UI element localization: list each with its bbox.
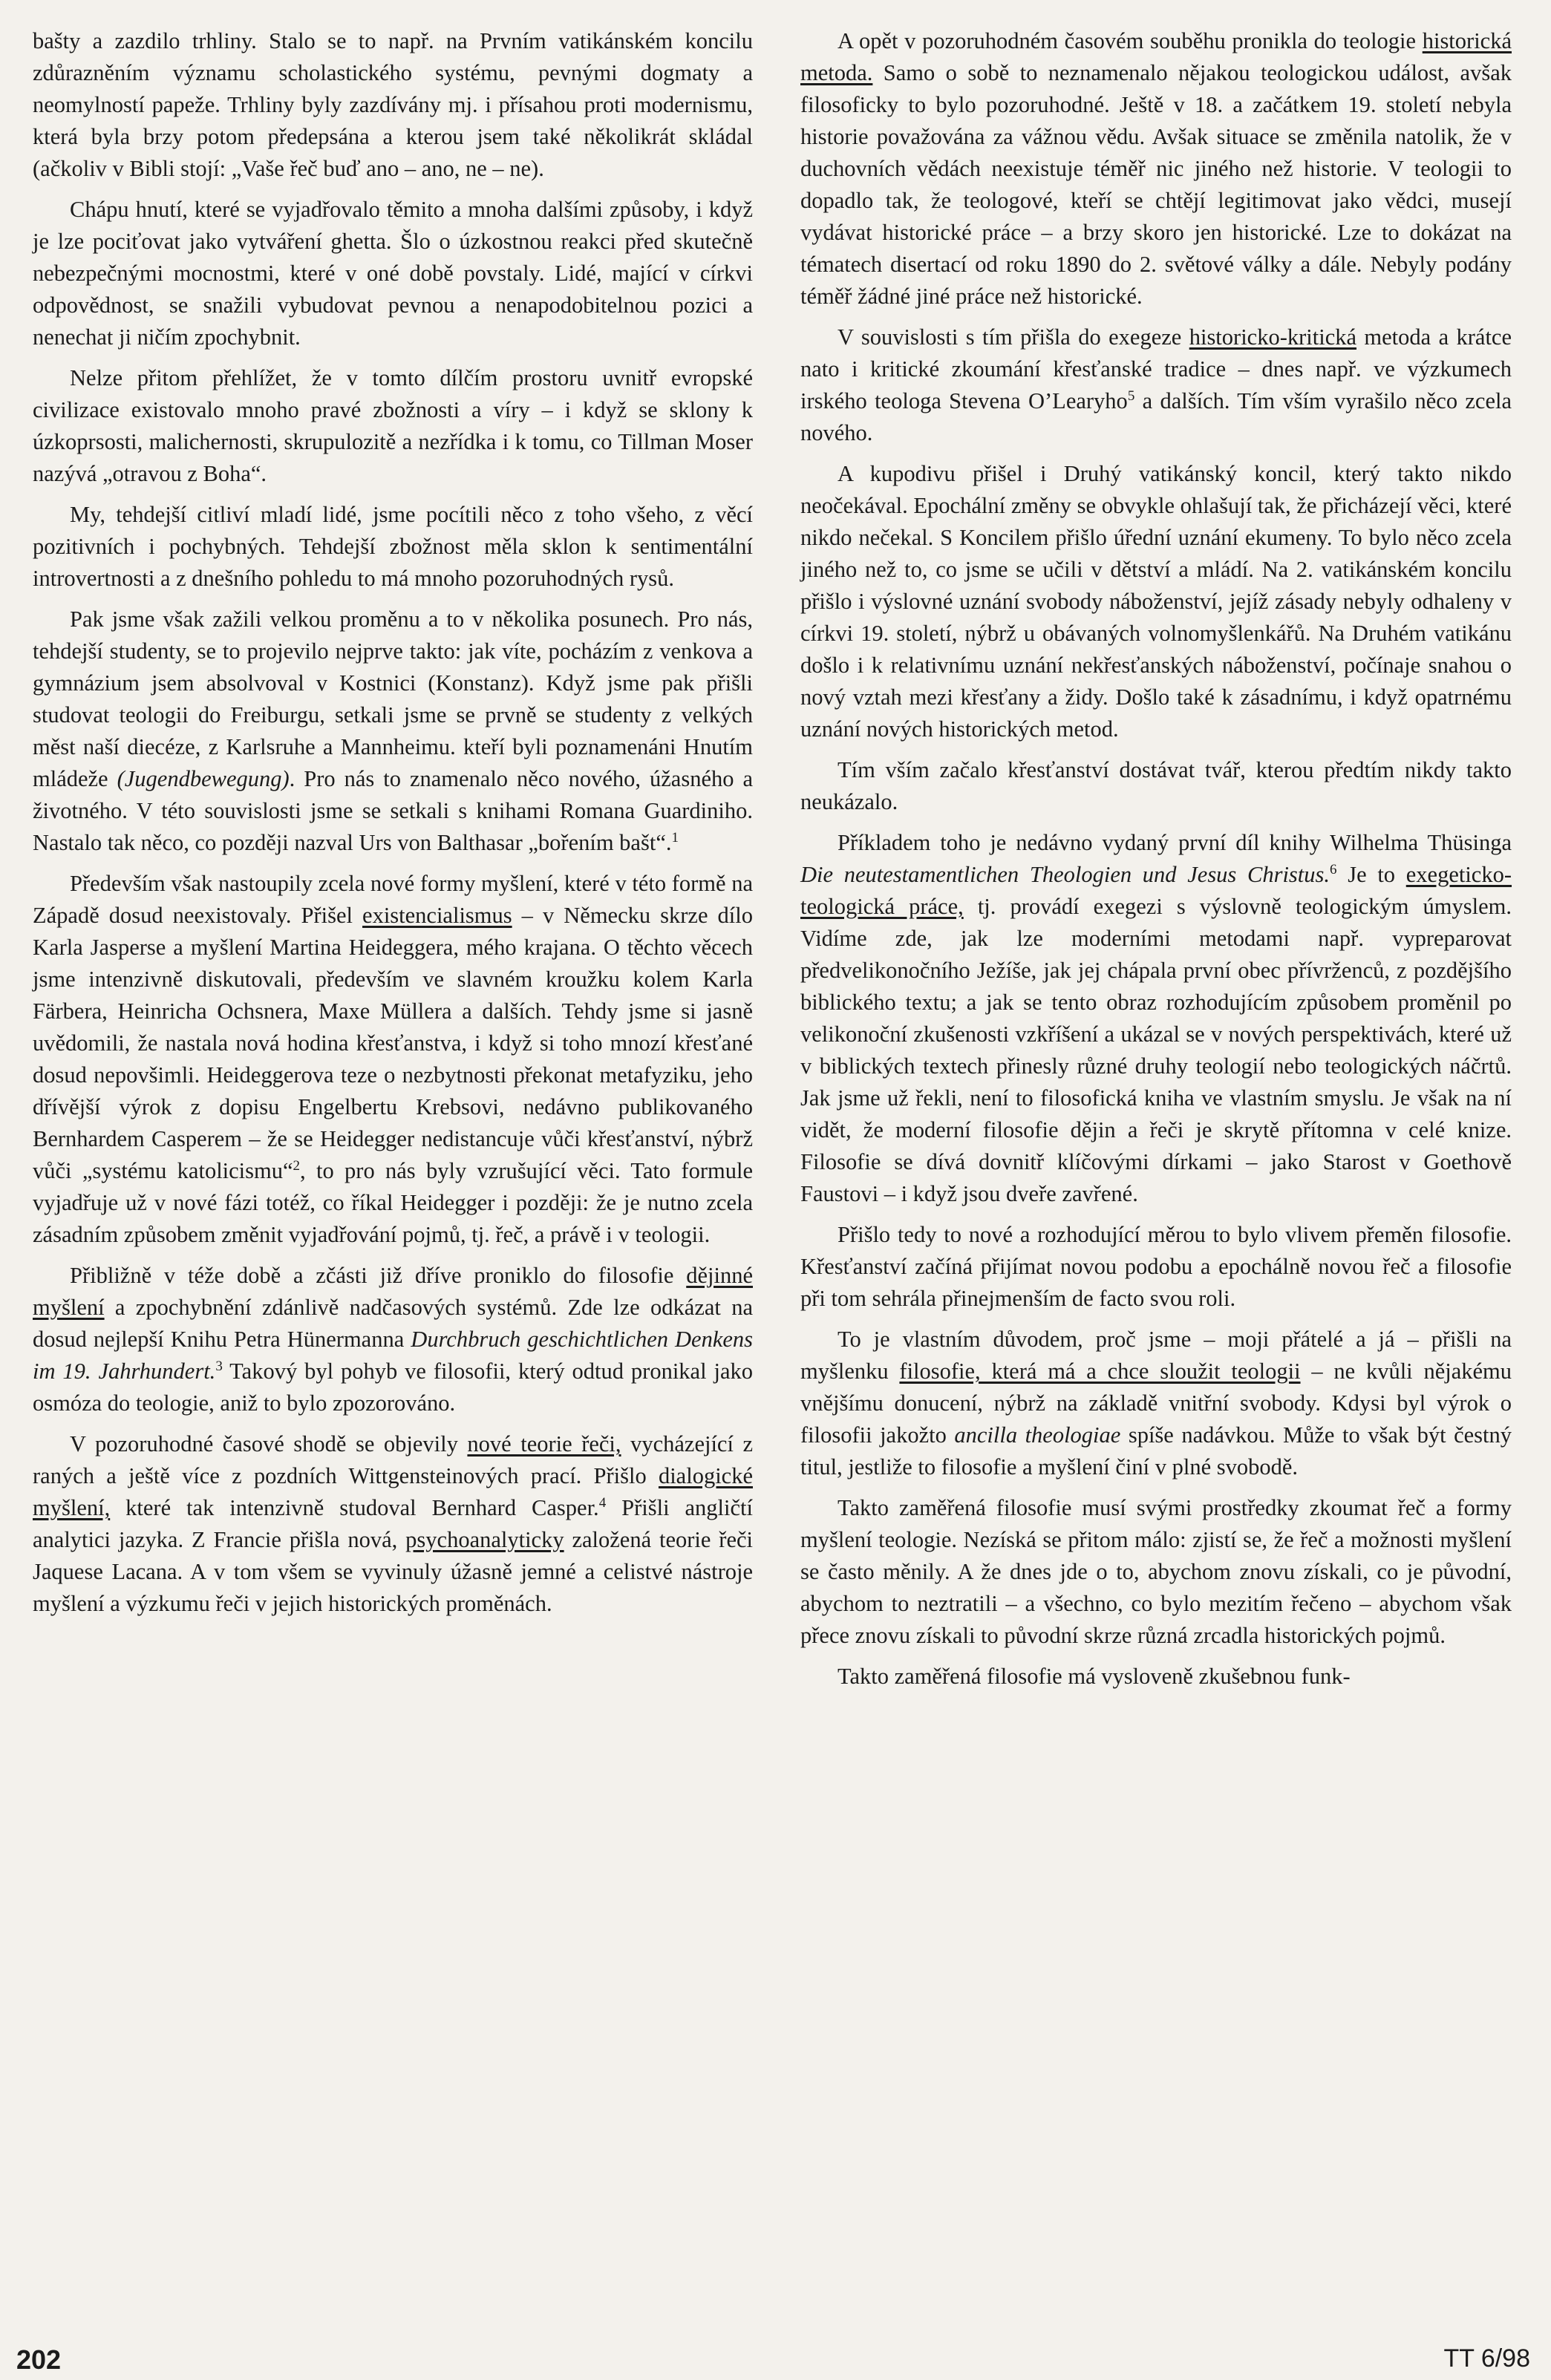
left-text-column <box>33 25 753 1629</box>
footnote-ref: 2 <box>293 1157 301 1174</box>
text-run: tj. provádí exegezi s výslovně teologickým úmyslem. Vidíme zde, jak lze moderními metodami např. vypreparovat předvelikonočního Ježíše, jak jej chápala první obec přívrženců, z pozdějšího biblického textu; a jak se tento obraz rozhodujícím způsobem proměnil po velikonoční zkušenosti vzkříšení a ukázal se v nových perspektivách, které už v biblických textech přinesly různé druhy teologií nebo teologických náčrtů. Jak jsme už řekli, není to filosofická kniha ve vlastním smyslu. Je však na ní vidět, že moderní filosofie dějin a řeči je skrytě přítomna v celé knize. Filosofie se dívá dovnitř klíčovými dírkami – jako Starost v Goethově Faustovi – i když jsou dveře zavřené. <box>800 894 1512 1206</box>
text-run: – ne kvůli nějakému vnějšímu donucení, nýbrž na základě vnitřní svobody. Kdysi byl výrok o filosofii jakožto <box>800 1359 1512 1448</box>
paragraph <box>33 868 753 1251</box>
underlined-term: dějinné myšlení <box>33 1263 753 1320</box>
text-run: Pak jsme však zažili velkou proměnu a to v několika posunech. Pro nás, tehdejší studenty, se to projevilo nejprve takto: jak víte, pocházím z venkova a gymnázium jsem absolvoval v Kostnici (Konstanz). Když jsme pak přišli studovat teologii do Freiburgu, setkali jsme se prvně se studenty z velkých měst naší diecéze, z Karlsruhe a Mannheimu. kteří byli poznamenáni Hnutím mládeže <box>33 607 753 791</box>
text-run: Tím vším začalo křesťanství dostávat tvář, kterou předtím nikdy takto neukázalo. <box>800 757 1512 814</box>
text-run: které tak intenzivně studoval Bernhard Casper. <box>110 1495 599 1520</box>
text-run: . Pro nás to znamenalo něco nového, úžasného a životného. V této souvislosti jsme se setkali s knihami Romana Guardiniho. Nastalo tak něco, co později nazval Urs von Balthasar „bořením bašt“. <box>33 766 753 855</box>
underlined-term: nové teorie řeči, <box>467 1431 621 1457</box>
paragraph <box>800 1324 1512 1483</box>
paragraph <box>800 1661 1512 1693</box>
paragraph <box>800 321 1512 449</box>
paragraph <box>800 754 1512 818</box>
text-run: Příkladem toho je nedávno vydaný první díl knihy Wilhelma Thüsinga <box>837 830 1512 855</box>
footnote-ref: 5 <box>1127 388 1135 404</box>
underlined-term: exegeticko-teologická práce, <box>800 862 1512 919</box>
text-run: bašty a zazdilo trhliny. Stalo se to např. na Prvním vatikánském koncilu zdůrazněním významu scholastického systému, pevnými dogmaty a neomylností papeže. Trhliny byly zazdívány mj. i přísahou proti modernismu, která byla brzy potom předepsána a kterou jsem také několikrát skládal (ačkoliv v Bibli stojí: „Vaše řeč buď ano – ano, ne – ne). <box>33 28 753 181</box>
text-run: V pozoruhodné časové shodě se objevily <box>70 1431 468 1457</box>
text-run: a zpochybnění zdánlivě nadčasových systémů. Zde lze odkázat na dosud nejlepší Knihu Petra Hünermanna <box>33 1295 753 1352</box>
footnote-ref: 4 <box>598 1494 607 1511</box>
text-run: My, tehdejší citliví mladí lidé, jsme pocítili něco z toho všeho, z věcí pozitivních i pochybných. Tehdejší zbožnost měla sklon k sentimentální introvertnosti a z dnešního pohledu to má mnoho pozoruhodných rysů. <box>33 502 753 591</box>
italic-term: ancilla theologiae <box>954 1422 1121 1448</box>
text-run: Především však nastoupily zcela nové formy myšlení, které v této formě na Západě dosud neexistovaly. Přišel <box>33 871 753 928</box>
right-text-column <box>800 25 1512 1701</box>
text-run: založená teorie řeči Jaquese Lacana. A v tom všem se vyvinuly úžasně jemné a celistvé nástroje myšlení a výzkumu řeči v jejich historických proměnách. <box>33 1527 753 1616</box>
text-run: Samo o sobě to neznamenalo nějakou teologickou událost, avšak filosoficky to bylo pozoruhodné. Ještě v 18. a začátkem 19. století nebyla historie považována za vážnou vědu. Avšak situace se změnila natolik, že v duchovních vědách neexistuje téměř nic jiného než historie. V teologii to dopadlo tak, že teologové, kteří se chtějí legitimovat jako vědci, musejí vydávat historické práce – a brzy skoro jen historické. Lze to dokázat na tématech disertací od roku 1890 do 2. světové války a dále. Nebyly podány téměř žádné jiné práce než historické. <box>800 60 1512 309</box>
text-run: metoda a krátce nato i kritické zkoumání křesťanské tradice – dnes např. ve výzkumech irského teologa Stevena O’Learyho <box>800 324 1512 413</box>
underlined-term: filosofie, která má a chce sloužit teologii <box>899 1359 1301 1384</box>
text-run: spíše nadávkou. Může to však být čestný titul, jestliže to filosofie a myšlení činí v plné svobodě. <box>800 1422 1512 1480</box>
text-run: Takový byl pohyb ve filosofii, který odtud pronikal jako osmóza do teologie, aniž to bylo zpozorováno. <box>33 1359 753 1416</box>
text-run: A opět v pozoruhodném časovém souběhu pronikla do teologie <box>837 28 1423 53</box>
text-run: Přibližně v téže době a zčásti již dříve proniklo do filosofie <box>70 1263 687 1288</box>
paragraph <box>800 25 1512 313</box>
footnote-ref: 1 <box>671 829 679 846</box>
underlined-term: psychoanalyticky <box>405 1527 564 1552</box>
text-run: vycházející z raných a ještě více z pozdních Wittgensteinových prací. Přišlo <box>33 1431 754 1488</box>
paragraph <box>800 827 1512 1210</box>
text-run: , to pro nás byly vzrušující věci. Tato formule vyjadřuje už v nové fázi totéž, co říkal Heidegger i později: že je nutno zcela zásadním způsobem změnit vyjadřování pojmů, tj. řeč, a právě i v teologii. <box>33 1158 753 1247</box>
text-run: To je vlastním důvodem, proč jsme – moji přátelé a já – přišli na myšlenku <box>800 1327 1512 1384</box>
text-run: Takto zaměřená filosofie má vysloveně zkušebnou funk- <box>837 1664 1351 1689</box>
paragraph <box>33 362 753 490</box>
paragraph <box>800 1492 1512 1652</box>
paragraph <box>800 1219 1512 1315</box>
underlined-term: historicko-kritická <box>1189 324 1357 350</box>
underlined-term: existencialismus <box>362 903 512 928</box>
paragraph <box>33 604 753 859</box>
text-run: Přišli angličtí analytici jazyka. Z Francie přišla nová, <box>33 1495 753 1552</box>
text-run: Chápu hnutí, které se vyjadřovalo těmito a mnoha dalšími způsoby, i když je lze pociťovat jako vytváření ghetta. Šlo o úzkostnou reakci před skutečně nebezpečnými mocnostmi, které v oné době povstaly. Lidé, mající v církvi odpovědnost, se snažili vybudovat pevnou a nenapodobitelnou pozici a nenechat ji ničím zpochybnit. <box>33 197 753 350</box>
footnote-ref: 6 <box>1330 861 1337 877</box>
text-run: V souvislosti s tím přišla do exegeze <box>837 324 1189 350</box>
paragraph <box>33 1428 753 1620</box>
paragraph <box>800 458 1512 745</box>
paragraph <box>33 194 753 353</box>
book-title: Durchbruch geschichtlichen Denkens im 19. Jahrhundert. <box>33 1327 754 1384</box>
underlined-term: dialogické myšlení, <box>33 1463 753 1520</box>
underlined-term: historická metoda. <box>800 28 1512 85</box>
issue-label: TT 6/98 <box>1443 2344 1530 2373</box>
italic-term: (Jugendbewegung) <box>117 766 290 791</box>
text-run: A kupodivu přišel i Druhý vatikánský koncil, který takto nikdo neočekával. Epochální změny se obvykle ohlašují tak, že přicházejí věci, které nikdo nečekal. S Koncilem přišlo úřední uznání ekumeny. To bylo něco zcela jiného než to, co jsme se učili v dětství a mládí. Na 2. vatikánském koncilu přišlo i výslovné uznání svobody náboženství, jejíž zásady nebyly odhaleny v církvi 19. století, nýbrž u obávaných volnomyšlenkářů. Na Druhém vatikánu došlo i k relativnímu uznání nekřesťanských náboženství, počínaje snahou o nový vztah mezi křesťany a židy. Došlo také k zásadnímu, i když opatrnému uznání nových historických metod. <box>800 461 1512 742</box>
paragraph <box>33 25 753 185</box>
text-run: a dalších. Tím vším vyrašilo něco zcela nového. <box>800 388 1512 445</box>
text-run: – v Německu skrze dílo Karla Jasperse a myšlení Martina Heideggera, mého krajana. O těchto věcech jsme intenzivně diskutovali, především ve slavném kroužku kolem Karla Färbera, Heinricha Ochsnera, Maxe Müllera a dalších. Tehdy jsme si jasně uvědomili, že nastala nová hodina křesťanstva, i když si toho mnozí křesťané dosud nepovšimli. Heideggerova teze o nezbytnosti překonat metafyziku, jeho dřívější výrok z dopisu Engelbertu Krebsovi, nedávno publikovaného Bernhardem Casperem – že se Heidegger nedistancuje vůči křesťanství, nýbrž vůči „systému katolicismu“ <box>33 903 753 1183</box>
page-number: 202 <box>16 2344 62 2375</box>
footnote-ref: 3 <box>215 1358 223 1374</box>
paragraph <box>33 499 753 595</box>
text-run: Nelze přitom přehlížet, že v tomto dílčím prostoru uvnitř evropské civilizace existovalo mnoho pravé zbožnosti a víry – i když se sklony k úzkoprsosti, malichernosti, skrupulozitě a nezřídka i k tomu, co Tillman Moser nazývá „otravou z Boha“. <box>33 365 753 486</box>
book-title: Die neutestamentlichen Theologien und Jesus Christus. <box>800 862 1330 887</box>
text-run: Přišlo tedy to nové a rozhodující měrou to bylo vlivem přeměn filosofie. Křesťanství začíná přijímat novou podobu a epochálně novou řeč a filosofie při tom sehrála přinejmenším de facto svou roli. <box>800 1222 1512 1311</box>
paragraph <box>33 1260 753 1419</box>
text-run: Takto zaměřená filosofie musí svými prostředky zkoumat řeč a formy myšlení teologie. Nezíská se přitom málo: zjistí se, že řeč a možnosti myšlení se často měnily. A že dnes jde o to, abychom znovu získali, co je původní, abychom to neztratili – a všechno, co bylo mezitím řečeno – abychom však přece znovu získali to původní skrze různá zrcadla historických pojmů. <box>800 1495 1512 1648</box>
text-run: Je to <box>1336 862 1406 887</box>
